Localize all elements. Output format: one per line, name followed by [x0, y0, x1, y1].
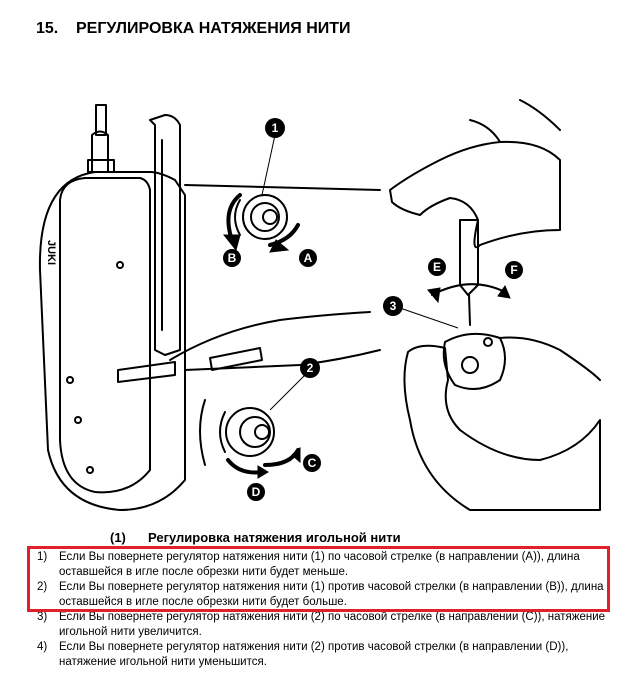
tension-2-disc	[226, 408, 274, 456]
callout-2: 2	[306, 361, 314, 375]
list-item	[37, 640, 612, 670]
juki-logo-text: JUKI	[45, 240, 57, 266]
callout-b: B	[227, 251, 237, 265]
juki-logo	[45, 240, 57, 265]
subsection-number: (1)	[110, 530, 126, 545]
section-title-text: РЕГУЛИРОВКА НАТЯЖЕНИЯ НИТИ	[76, 20, 351, 37]
thread-tension-illustration	[0, 80, 634, 530]
callout-f: F	[510, 263, 518, 277]
highlight-box	[27, 546, 610, 612]
callout-e: E	[432, 260, 442, 274]
list-item	[37, 610, 612, 640]
list-item-number: 1)	[37, 551, 48, 563]
section-number: 15.	[36, 20, 59, 37]
thread-path	[170, 312, 370, 360]
callout-d: D	[251, 485, 261, 499]
list-item-text: Если Вы повернете регулятор натяжения нити (1) по часовой стрелке (в направлении (A)), длина оставшейся в игле после обрезки нити будет меньше.	[59, 551, 580, 578]
thread-guide-pin	[92, 132, 108, 173]
arrow-c	[265, 450, 298, 465]
list-item-number: 3)	[37, 611, 48, 623]
lower-hand	[404, 346, 600, 510]
callout-c: C	[307, 456, 317, 470]
take-up-lever	[150, 115, 180, 355]
list-item-number: 4)	[37, 641, 48, 653]
subsection-title-text: Регулировка натяжения игольной нити	[148, 530, 401, 545]
machine-face-plate	[60, 178, 150, 492]
list-item-text: Если Вы повернете регулятор натяжения нити (1) против часовой стрелки (в направлении (B)), длина оставшейся в игле после обрезки нити будет больше.	[59, 581, 604, 608]
list-item-text: Если Вы повернете регулятор натяжения нити (2) по часовой стрелке (в направлении (C)), натяжение игольной нити увеличится.	[59, 611, 606, 638]
list-item-text: Если Вы повернете регулятор натяжения нити (2) против часовой стрелки (в направлении (D)), натяжение игольной нити уменьшится.	[59, 641, 569, 668]
section-title	[36, 20, 351, 38]
bobbin-case	[444, 334, 505, 389]
subsection-title	[110, 530, 401, 545]
callout-a: A	[303, 251, 313, 265]
tension-1-disc	[243, 195, 287, 239]
thread-guide-post	[96, 105, 106, 135]
callout-3: 3	[389, 299, 397, 313]
arrow-d	[228, 460, 262, 473]
upper-hand	[390, 142, 560, 247]
list-item-number: 2)	[37, 581, 48, 593]
callout-1: 1	[271, 121, 279, 135]
